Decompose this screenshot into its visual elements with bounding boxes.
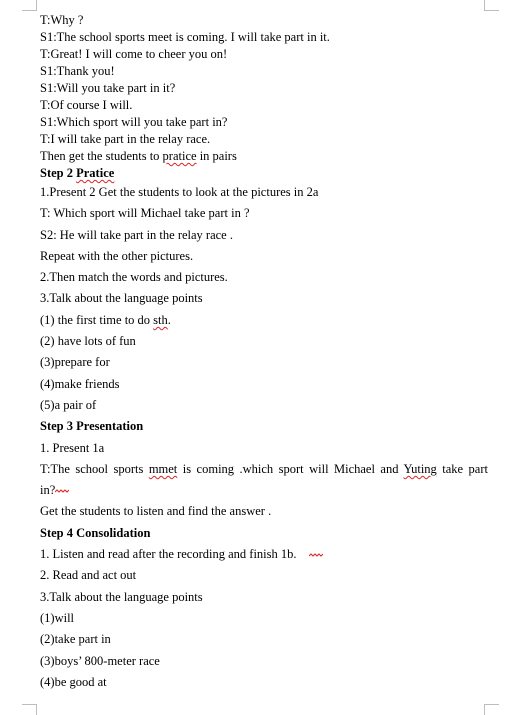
text-run: is coming .which sport will Michael and bbox=[177, 461, 404, 476]
crop-mark-top-left bbox=[22, 0, 37, 11]
spellcheck-flagged-word[interactable]: Pratice bbox=[76, 166, 115, 180]
crop-mark-top-right bbox=[484, 0, 499, 11]
list-line: (2) have lots of fun bbox=[40, 334, 136, 349]
text-run: 1. Listen and read after the recording and finish 1b. bbox=[40, 547, 297, 562]
dialogue-line: S1:Thank you! bbox=[40, 64, 115, 78]
text-run: T:The school sports bbox=[40, 461, 149, 476]
list-line: Get the students to listen and find the answer . bbox=[40, 504, 272, 519]
dialogue-line: T:Great! I will come to cheer you on! bbox=[40, 47, 228, 61]
step-heading: Step 4 Consolidation bbox=[40, 525, 151, 540]
spellcheck-squiggle-icon bbox=[55, 488, 69, 494]
crop-mark-bottom-left bbox=[22, 704, 37, 715]
text-run: in? bbox=[40, 483, 56, 498]
step-heading: Step 3 Presentation bbox=[40, 419, 144, 434]
dialogue-line: T:I will take part in the relay race. bbox=[40, 132, 211, 146]
dialogue-line: T:Of course I will. bbox=[40, 98, 133, 112]
list-line bbox=[40, 459, 488, 480]
list-line: (4)make friends bbox=[40, 376, 120, 391]
list-line: 3.Talk about the language points bbox=[40, 589, 203, 604]
list-line: (3)boys’ 800-meter race bbox=[40, 653, 160, 668]
text-run: Step 2 bbox=[40, 166, 77, 180]
list-line bbox=[40, 310, 488, 331]
spellcheck-flagged-word[interactable]: pratice bbox=[162, 149, 197, 163]
document-body[interactable] bbox=[40, 12, 488, 693]
list-line: 1.Present 2 Get the students to look at the pictures in 2a bbox=[40, 185, 319, 199]
list-line bbox=[40, 480, 488, 501]
spellcheck-squiggle-icon bbox=[309, 552, 323, 558]
list-line: Repeat with the other pictures. bbox=[40, 248, 194, 263]
list-line: (4)be good at bbox=[40, 674, 107, 689]
list-line: (2)take part in bbox=[40, 632, 111, 647]
text-run: take part bbox=[436, 461, 488, 476]
list-line: 3.Talk about the language points bbox=[40, 291, 203, 306]
spellcheck-flagged-word[interactable]: Yuting bbox=[403, 461, 437, 476]
list-line: 2.Then match the words and pictures. bbox=[40, 270, 228, 285]
dialogue-line: S1:Will you take part in it? bbox=[40, 81, 176, 95]
list-line: 1. Present 1a bbox=[40, 440, 105, 455]
instruction-line bbox=[40, 148, 488, 165]
list-line: (1)will bbox=[40, 610, 75, 625]
text-run: (1) the first time to do bbox=[40, 312, 154, 327]
list-line: 2. Read and act out bbox=[40, 568, 137, 583]
list-line bbox=[40, 544, 488, 565]
dialogue-line: T:Why ? bbox=[40, 13, 84, 27]
crop-mark-bottom-right bbox=[484, 704, 499, 715]
list-line: (3)prepare for bbox=[40, 355, 110, 370]
text-run: . bbox=[167, 312, 171, 327]
list-line: T: Which sport will Michael take part in ? bbox=[40, 206, 250, 221]
dialogue-line: S1:Which sport will you take part in? bbox=[40, 115, 228, 129]
dialogue-line: S1:The school sports meet is coming. I will take part in it. bbox=[40, 30, 330, 44]
spellcheck-flagged-word[interactable]: sth bbox=[153, 312, 168, 327]
list-line: S2: He will take part in the relay race . bbox=[40, 227, 233, 242]
step-heading bbox=[40, 165, 488, 182]
spellcheck-flagged-word[interactable]: mmet bbox=[148, 461, 178, 476]
text-run: in pairs bbox=[196, 149, 237, 163]
text-run: Then get the students to bbox=[40, 149, 163, 163]
list-line: (5)a pair of bbox=[40, 397, 97, 412]
